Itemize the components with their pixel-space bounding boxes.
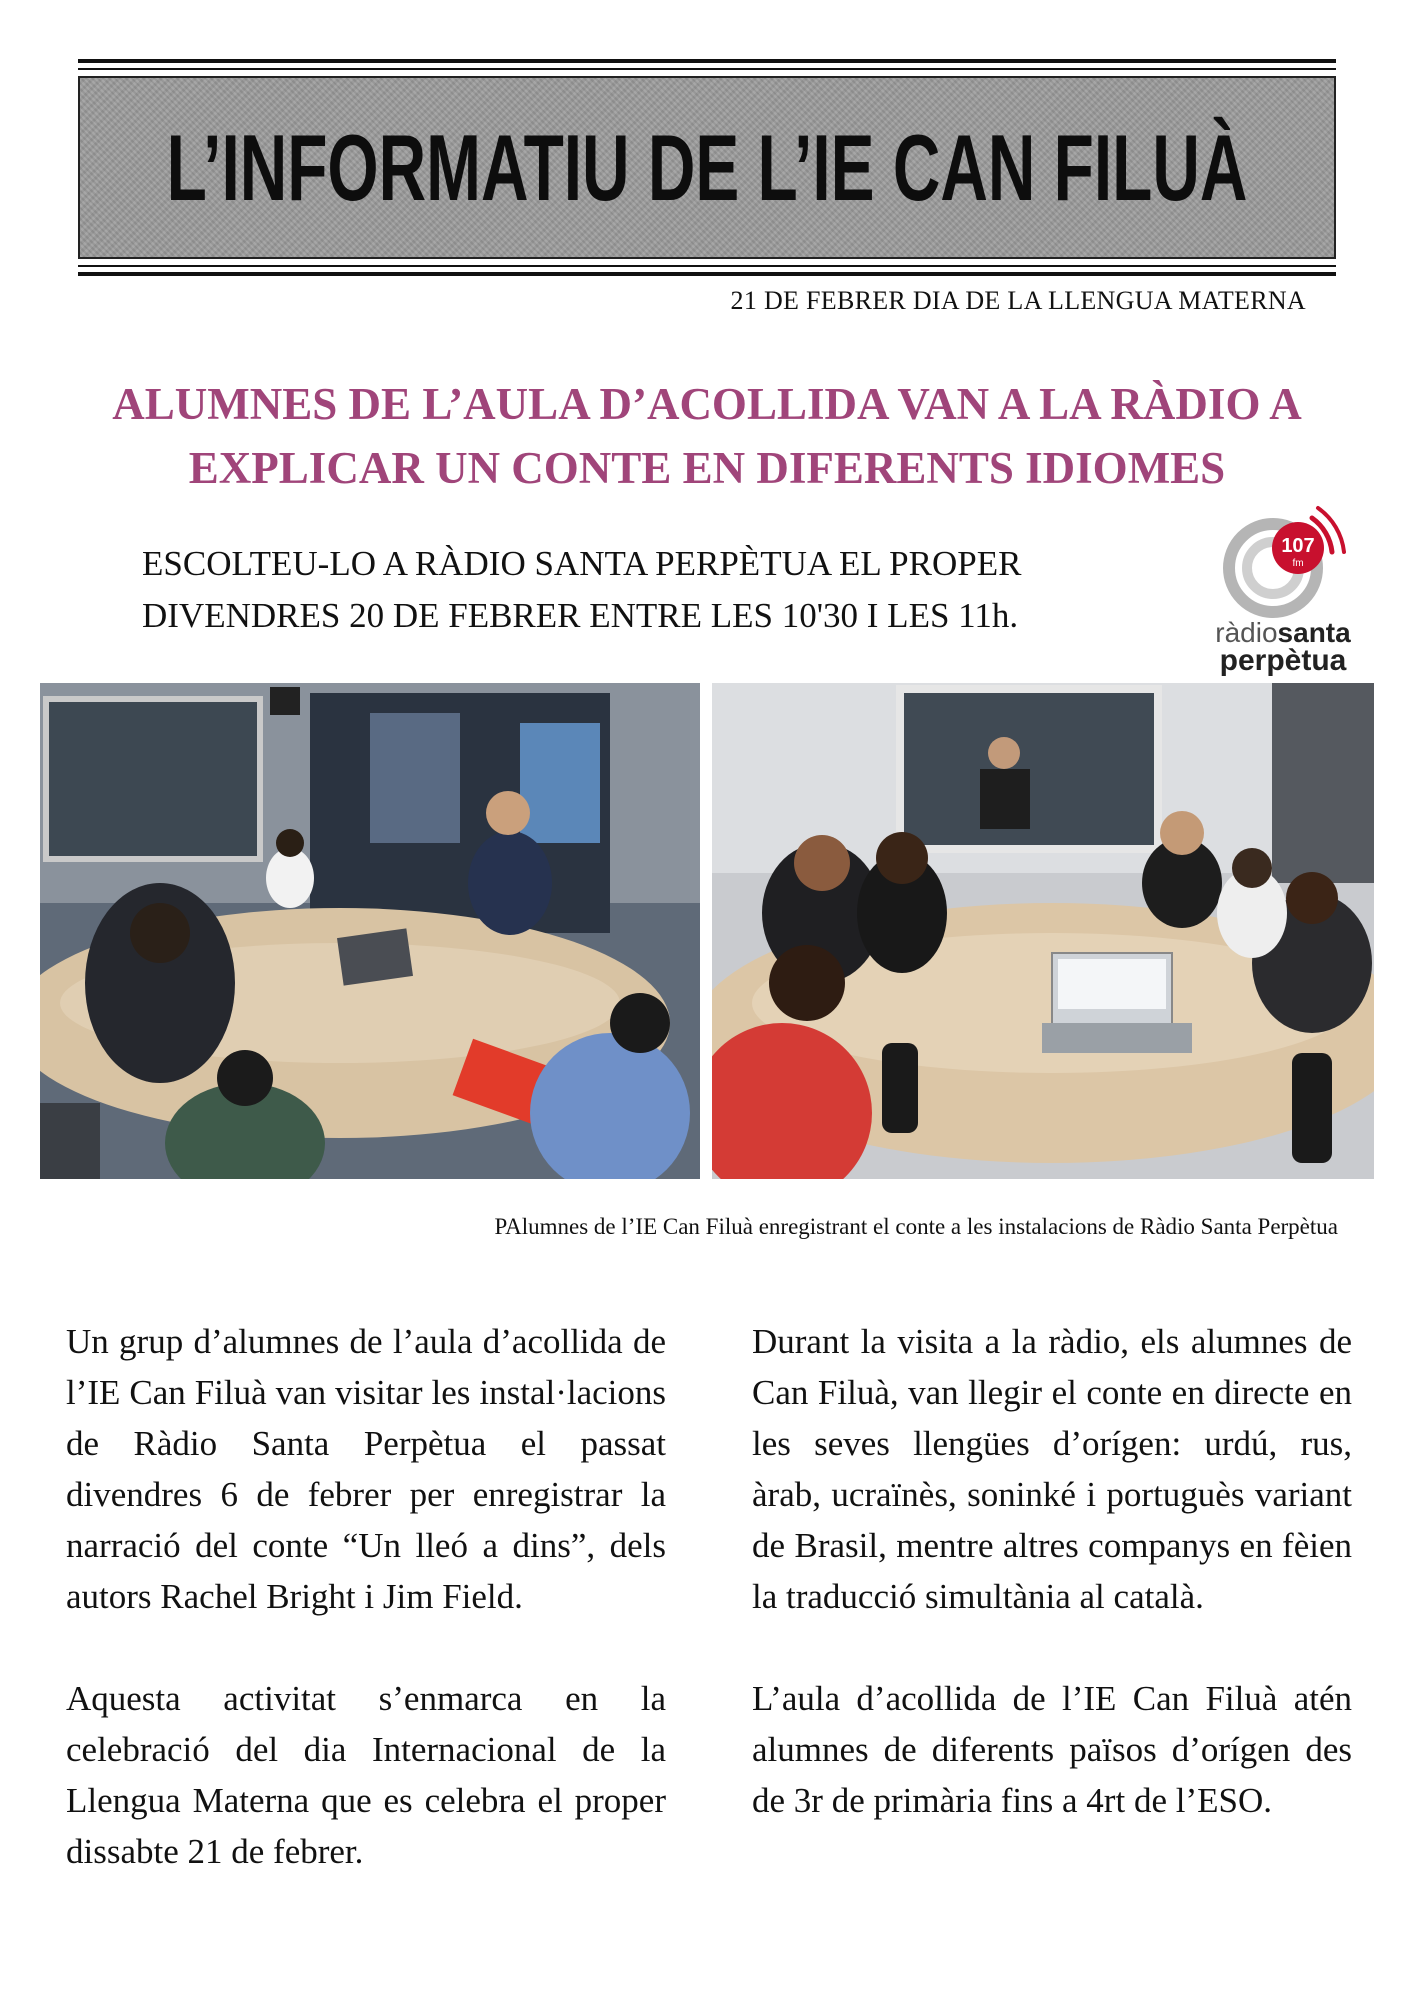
left-paragraph-1: Un grup d’alumnes de l’aula d’acollida de l’IE Can Filuà van visitar les instal·lacions de Ràdio Santa Perpètua el passat divendres 6 de febrer per enregistrar la narració del conte “Un lleó a dins”, dels autors Rachel Bright i Jim Field. <box>66 1322 666 1616</box>
article-headline <box>40 372 1374 500</box>
left-paragraph-2: Aquesta activitat s’enmarca en la celebració del dia Internacional de la Llengua Materna que es celebra el proper dissabte 21 de febrer. <box>66 1679 666 1871</box>
logo-name-suffix: santa <box>1277 617 1351 648</box>
bottom-rule-thick <box>78 272 1336 276</box>
radio-logo <box>1208 500 1358 680</box>
announcement-line-1: ESCOLTEU-LO A RÀDIO SANTA PERPÈTUA EL PROPER <box>142 544 1022 583</box>
right-column <box>752 1316 1352 1877</box>
photo-radio-studio-left <box>40 683 700 1179</box>
logo-unit: fm <box>1292 558 1304 569</box>
radio-logo-icon <box>1208 500 1358 620</box>
announcement-line-2: DIVENDRES 20 DE FEBRER ENTRE LES 10'30 I LES 11h. <box>142 596 1019 635</box>
right-paragraph-1: Durant la visita a la ràdio, els alumnes de Can Filuà, van llegir el conte en directe en les seves llengües d’orígen: urdú, rus, àrab, ucraïnès, soninké i portuguès variant de Brasil, mentre altres companys en fèien la traducció simultània al català. <box>752 1322 1352 1616</box>
logo-name-prefix: ràdio <box>1215 617 1278 648</box>
headline-line-1: ALUMNES DE L’AULA D’ACOLLIDA VAN A LA RÀDIO A <box>112 379 1302 429</box>
logo-name-line-2: perpètua <box>1219 644 1347 677</box>
top-rule-thick <box>78 59 1336 63</box>
newsletter-title: L’INFORMATIU DE L’IE CAN FILUÀ <box>166 114 1248 220</box>
masthead-banner <box>78 76 1336 259</box>
photo-radio-studio-right <box>712 683 1374 1179</box>
logo-frequency: 107 <box>1281 535 1315 557</box>
bottom-rule-thin <box>78 265 1336 267</box>
photo-caption: PAlumnes de l’IE Can Filuà enregistrant el conte a les instalacions de Ràdio Santa Perpètua <box>494 1214 1338 1239</box>
right-paragraph-2: L’aula d’acollida de l’IE Can Filuà atén alumnes de diferents països d’orígen des de 3r de primària fins a 4rt de l’ESO. <box>752 1679 1352 1820</box>
top-rule-thin <box>78 68 1336 70</box>
left-column <box>66 1316 666 1928</box>
dateline: 21 DE FEBRER DIA DE LA LLENGUA MATERNA <box>730 286 1306 315</box>
headline-line-2: EXPLICAR UN CONTE EN DIFERENTS IDIOMES <box>188 443 1226 493</box>
broadcast-announcement <box>142 538 1021 642</box>
